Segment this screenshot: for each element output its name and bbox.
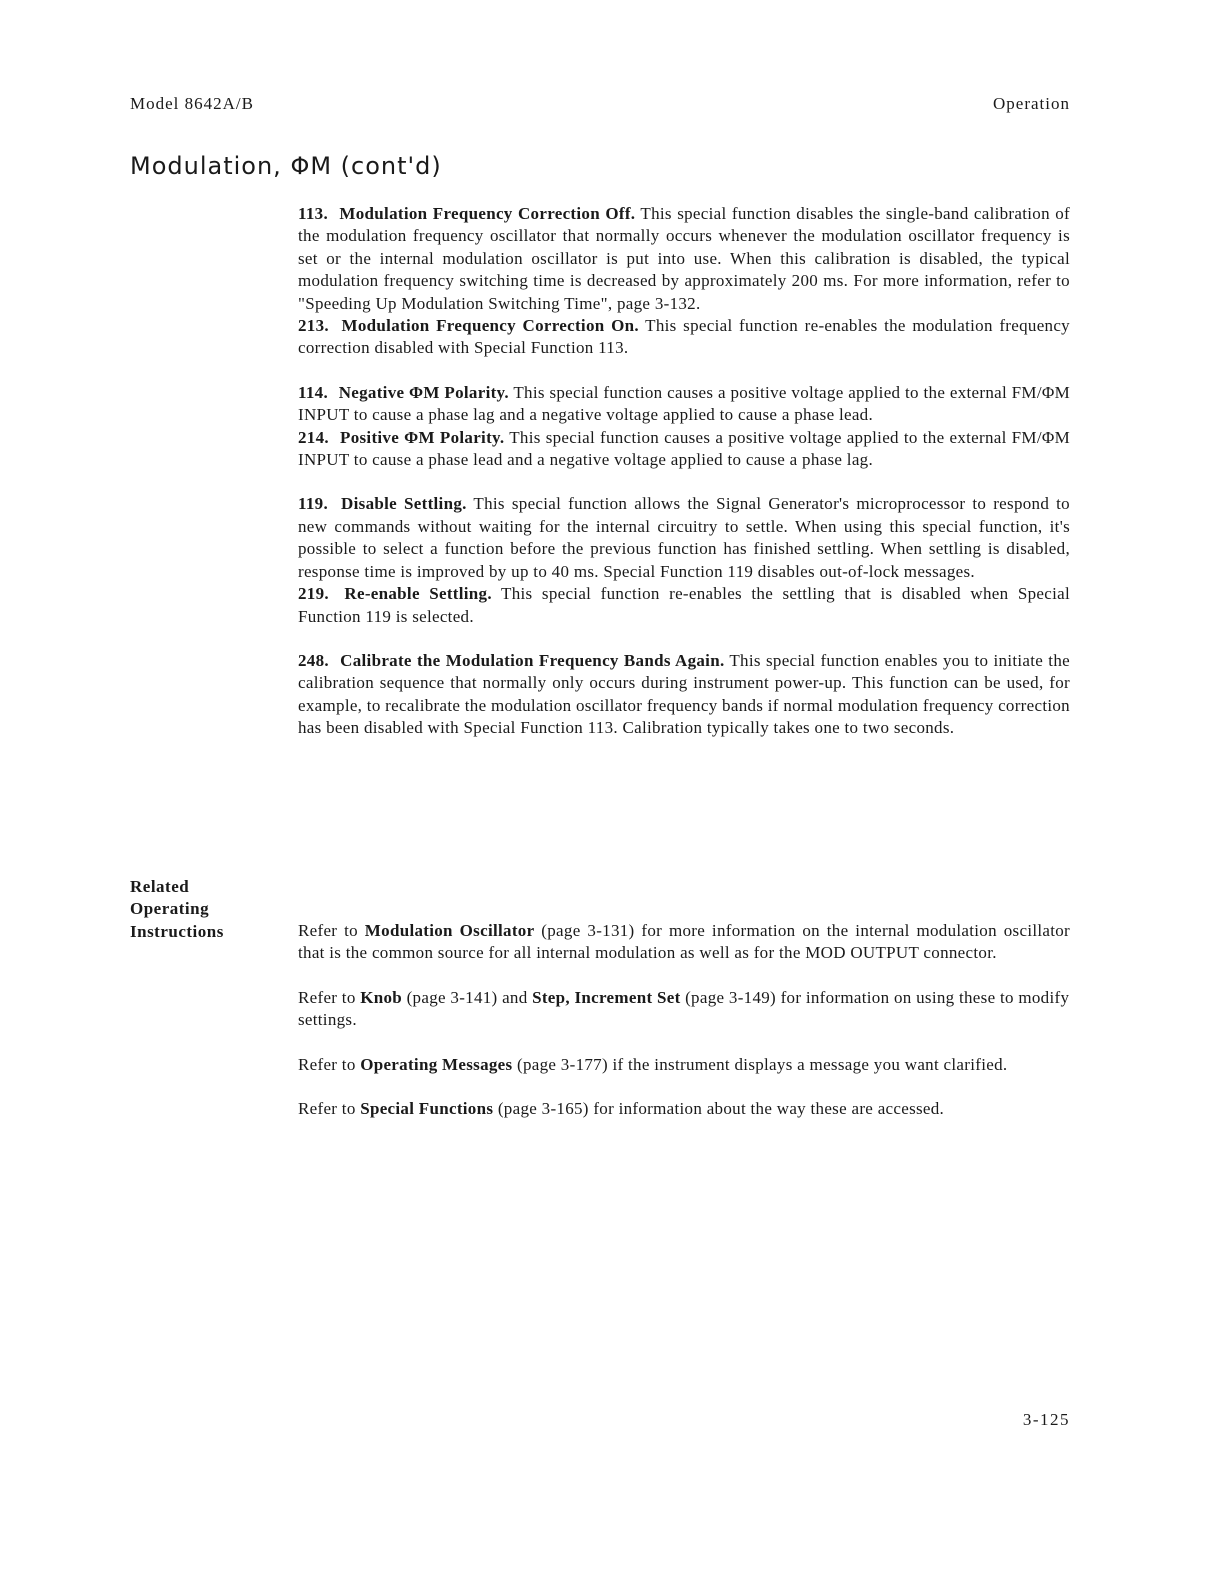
reference-special-functions bbox=[298, 1098, 1008, 1120]
ref-prefix: Refer to bbox=[298, 1099, 356, 1119]
page-title: Modulation, ΦM (cont'd) bbox=[130, 152, 442, 180]
ref-text: (page 3-131) for more information on the internal modulation oscillator that is the common source for all internal modulation as well as for the MOD OUTPUT connector. bbox=[298, 921, 1071, 963]
function-number: 113. bbox=[298, 204, 329, 223]
special-functions-section bbox=[298, 203, 1070, 740]
function-text: This special function causes a positive voltage applied to the external FM/ΦM INPUT to cause a phase lead and a negative voltage applied to cause a phase lag. bbox=[298, 427, 1071, 470]
ref-topic: Modulation Oscillator bbox=[364, 921, 535, 940]
function-number: 248. bbox=[298, 650, 329, 670]
related-references bbox=[298, 920, 1070, 1120]
function-214 bbox=[298, 427, 1070, 472]
ref-text: (page 3-165) for information about the way these are accessed. bbox=[497, 1099, 945, 1119]
function-text: This special function re-enables the modulation frequency correction disabled with Special Function 113. bbox=[298, 316, 1070, 358]
function-name: Modulation Frequency Correction On. bbox=[341, 316, 639, 336]
heading-line: Related bbox=[130, 877, 190, 896]
function-text: This special function re-enables the settling that is disabled when Special Function 119 is selected. bbox=[298, 584, 1070, 626]
header-model: Model 8642A/B bbox=[130, 94, 254, 113]
ref-topic: Operating Messages bbox=[360, 1054, 513, 1074]
function-name: Calibrate the Modulation Frequency Bands Again. bbox=[340, 650, 725, 670]
ref-text: (page 3-141) and bbox=[406, 987, 528, 1007]
function-number: 219. bbox=[298, 584, 329, 604]
function-name: Disable Settling. bbox=[341, 494, 467, 514]
ref-prefix: Refer to bbox=[298, 987, 356, 1007]
function-text: This special function enables you to initiate the calibration sequence that normally only occurs during instrument power-up. This function can be used, for example, to recalibrate the modulation oscillator frequency bands if normal modulation frequency correction has been disabled with Special Function 113. Calibration typically takes one to two seconds. bbox=[298, 650, 1070, 738]
reference-knob-step bbox=[298, 987, 1070, 1032]
function-number: 214. bbox=[298, 427, 329, 447]
ref-prefix: Refer to bbox=[298, 1054, 356, 1074]
reference-operating-messages bbox=[298, 1054, 1070, 1076]
header-section: Operation bbox=[993, 94, 1070, 113]
function-119 bbox=[298, 493, 1070, 583]
heading-line: Instructions bbox=[130, 921, 224, 941]
function-248 bbox=[298, 650, 1070, 740]
reference-modulation-oscillator bbox=[298, 920, 1070, 965]
ref-topic: Special Functions bbox=[360, 1099, 494, 1119]
function-text: This special function disables the single-band calibration of the modulation frequency oscillator that normally occurs whenever the modulation oscillator frequency is set or the internal modulation oscillator is put into use. When this calibration is disabled, the typical modulation frequency switching time is decreased by approximately 200 ms. For more information, refer to "Speeding Up Modulation Switching Time", page 3-132. bbox=[298, 204, 1070, 313]
ref-topic: Knob bbox=[360, 987, 403, 1007]
function-number: 119. bbox=[298, 494, 329, 514]
function-name: Positive ΦM Polarity. bbox=[340, 427, 505, 447]
function-name: Negative ΦM Polarity. bbox=[338, 382, 509, 402]
page-number: 3-125 bbox=[1022, 1410, 1070, 1429]
function-113 bbox=[298, 203, 1070, 315]
function-name: Re-enable Settling. bbox=[344, 584, 492, 604]
function-text: This special function allows the Signal Generator's microprocessor to respond to new commands without waiting for the internal circuitry to settle. When using this special function, it's possible to select a function before the previous function has finished settling. When settling is disabled, response time is improved by up to 40 ms. Special Function 119 disables out-of-lock messages. bbox=[298, 494, 1070, 581]
ref-topic: Step, Increment Set bbox=[532, 987, 681, 1007]
function-213 bbox=[298, 315, 1070, 360]
related-instructions-heading bbox=[130, 876, 224, 943]
ref-text: (page 3-177) if the instrument displays a message you want clarified. bbox=[517, 1054, 1008, 1074]
function-text: This special function causes a positive voltage applied to the external FM/ΦM INPUT to cause a phase lag and a negative voltage applied to cause a phase lead. bbox=[298, 382, 1071, 425]
function-number: 114. bbox=[298, 382, 329, 402]
heading-line: Operating bbox=[130, 899, 210, 919]
ref-prefix: Refer to bbox=[298, 921, 358, 940]
function-number: 213. bbox=[298, 316, 329, 336]
function-114 bbox=[298, 382, 1070, 427]
function-219 bbox=[298, 583, 1070, 628]
function-name: Modulation Frequency Correction Off. bbox=[339, 204, 636, 223]
ref-text: (page 3-149) for information on using these to modify settings. bbox=[298, 987, 1070, 1030]
